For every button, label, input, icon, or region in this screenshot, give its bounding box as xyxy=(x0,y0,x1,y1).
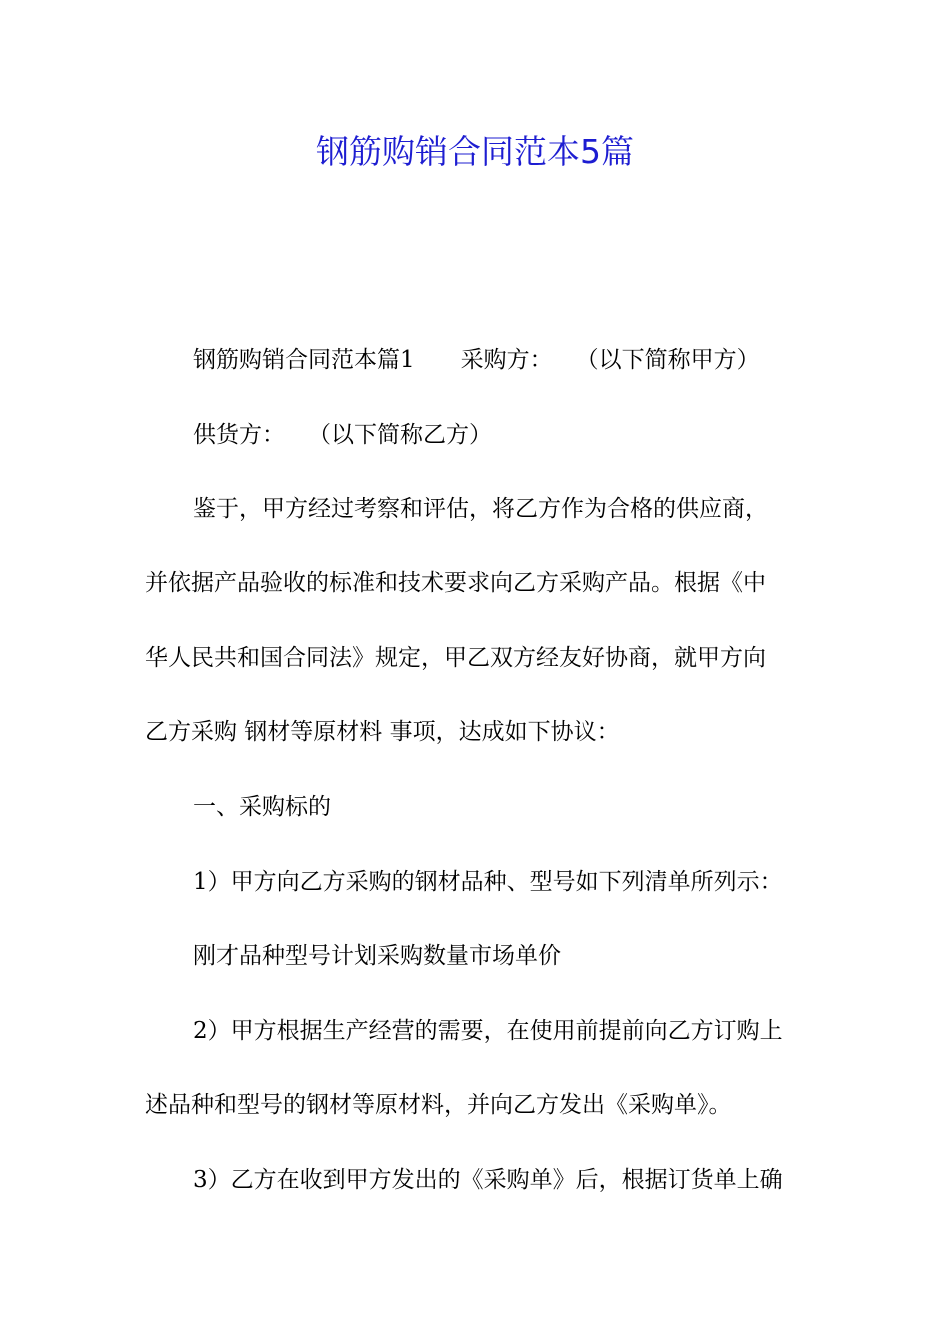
paragraph-line: 1）甲方向乙方采购的钢材品种、型号如下列清单所列示： xyxy=(193,869,783,895)
paragraph-line: 鉴于，甲方经过考察和评估，将乙方作为合格的供应商， xyxy=(193,496,768,522)
paragraph-line: 供货方： （以下简称乙方） xyxy=(193,422,492,448)
paragraph-line: 并依据产品验收的标准和技术要求向乙方采购产品。根据《中 xyxy=(145,570,766,596)
paragraph-line: 乙方采购 钢材等原材料 事项，达成如下协议： xyxy=(145,719,620,745)
paragraph-line: 3）乙方在收到甲方发出的《采购单》后，根据订货单上确 xyxy=(193,1167,783,1193)
paragraph-line: 述品种和型号的钢材等原材料，并向乙方发出《采购单》。 xyxy=(145,1092,732,1118)
paragraph-line: 华人民共和国合同法》规定，甲乙双方经友好协商，就甲方向 xyxy=(145,645,766,671)
page-title: 钢筋购销合同范本5篇 xyxy=(316,132,634,171)
paragraph-line: 钢筋购销合同范本篇1 采购方： （以下简称甲方） xyxy=(193,347,760,373)
section-heading: 一、采购标的 xyxy=(193,794,331,820)
paragraph-line: 2）甲方根据生产经营的需要，在使用前提前向乙方订购上 xyxy=(193,1018,783,1044)
paragraph-line: 刚才品种型号计划采购数量市场单价 xyxy=(193,943,561,969)
